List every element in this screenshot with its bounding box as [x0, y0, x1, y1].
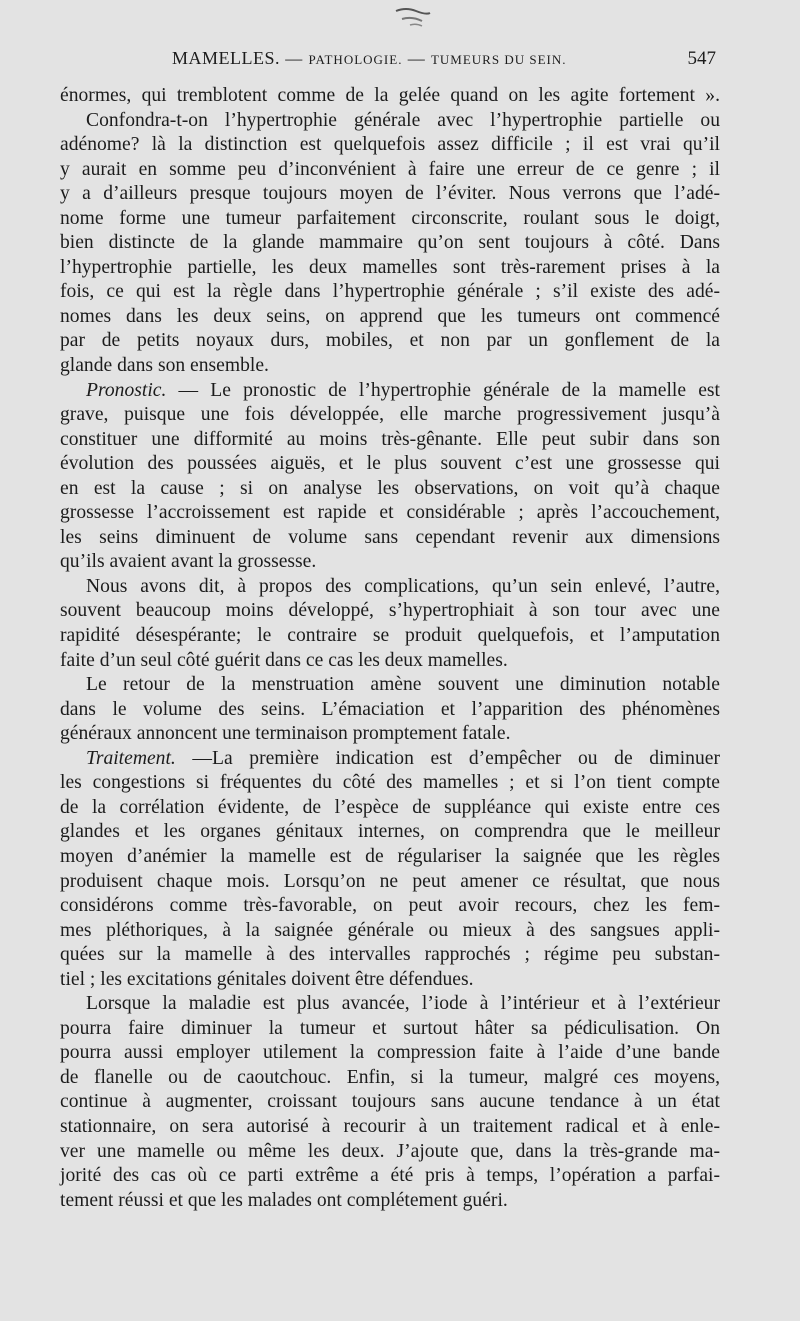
text-line: par de petits noyaux durs, mobiles, et non par un gonflement de la — [60, 330, 720, 352]
text-line: les seins diminuent de volume sans cependant revenir aux dimensions — [60, 526, 720, 548]
text-line: qu’ils avaient avant la grossesse. — [60, 551, 317, 573]
header-separator: — — [407, 49, 426, 68]
text-line: considérons comme très-favorable, on peut avoir recours, chez les fem- — [60, 895, 720, 917]
text-line: Confondra-t-on l’hypertrophie générale avec l’hypertrophie partielle ou — [86, 109, 720, 131]
text-line: pourra faire diminuer la tumeur et surtout hâter sa pédiculisation. On — [60, 1017, 720, 1039]
text-line: produisent chaque mois. Lorsqu’on ne peut amener ce résultat, que nous — [60, 870, 720, 892]
text-line: pourra aussi employer utilement la compression faite à l’aide d’une bande — [60, 1042, 720, 1064]
text-line: fois, ce qui est la règle dans l’hypertrophie générale ; s’il existe des adé- — [60, 281, 720, 303]
text-line: évolution des poussées aiguës, et le plus souvent c’est une grossesse qui — [60, 453, 720, 475]
text-line: souvent beaucoup moins développé, s’hypertrophiait à son tour avec une — [60, 600, 720, 622]
text-line: glandes et les organes génitaux internes, on comprendra que le meilleur — [60, 821, 720, 843]
text-line: y aurait en somme peu d’inconvénient à faire une erreur de ce genre ; il — [60, 158, 720, 180]
text-line-rest: — Le pronostic de l’hypertrophie générale de la mamelle est — [178, 379, 720, 401]
main-text — [60, 84, 720, 1213]
traitement-heading: Traitement. — [86, 747, 176, 769]
text-line: constituer une difformité au moins très-gênante. Elle peut subir dans son — [60, 428, 720, 450]
text-line: Le retour de la menstruation amène souvent une diminution notable — [86, 674, 720, 696]
text-line: adénome? là la distinction est quelquefois assez difficile ; il est vrai qu’il — [60, 134, 720, 156]
text-line — [60, 379, 720, 404]
text-line — [60, 747, 720, 772]
text-line: Lorsque la maladie est plus avancée, l’iode à l’intérieur et à l’extérieur — [86, 993, 720, 1015]
text-line: en est la cause ; si on analyse les observations, on voit qu’à chaque — [60, 477, 720, 499]
text-line: de la corrélation évidente, de l’espèce de suppléance qui existe entre ces — [60, 796, 720, 818]
text-line: glande dans son ensemble. — [60, 355, 269, 377]
text-line: mes pléthoriques, à la saignée générale ou mieux à des sangsues appli- — [60, 919, 720, 941]
ink-smudge-icon — [392, 5, 432, 29]
page-number: 547 — [687, 48, 716, 69]
text-line: nome forme une tumeur parfaitement circonscrite, roulant sous le doigt, — [60, 207, 720, 229]
section-title: MAMELLES. — [172, 48, 280, 68]
text-line: tiel ; les excitations génitales doivent être défendues. — [60, 968, 474, 990]
text-line: de flanelle ou de caoutchouc. Enfin, si la tumeur, malgré ces moyens, — [60, 1066, 720, 1088]
text-line: nomes dans les deux seins, on apprend que les tumeurs ont commencé — [60, 305, 720, 327]
text-line: jorité des cas où ce parti extrême a été pris à temps, l’opération a parfai- — [60, 1165, 720, 1187]
text-line: continue à augmenter, croissant toujours sans aucune tendance à un état — [60, 1091, 720, 1113]
running-title — [172, 48, 567, 69]
pronostic-heading: Pronostic. — [86, 379, 167, 401]
text-line: faite d’un seul côté guérit dans ce cas les deux mamelles. — [60, 649, 508, 671]
text-line: les congestions si fréquentes du côté des mamelles ; et si l’on tient compte — [60, 772, 720, 794]
text-line: ver une mamelle ou même les deux. J’ajoute que, dans la très-grande ma- — [60, 1140, 720, 1162]
topic-title: TUMEURS DU SEIN. — [430, 52, 567, 67]
text-line: rapidité désespérante; le contraire se produit quelquefois, et l’amputation — [60, 625, 720, 647]
text-line: énormes, qui tremblotent comme de la gelée quand on les agite fortement ». — [60, 85, 720, 106]
subsection-title: PATHOLOGIE. — [308, 52, 403, 67]
text-line: moyen d’anémier la mamelle est de régulariser la saignée que les règles — [60, 845, 720, 867]
text-line: quées sur la mamelle à des intervalles rapprochés ; régime peu substan- — [60, 944, 720, 966]
text-line: bien distincte de la glande mammaire qu’on sent toujours à côté. Dans — [60, 232, 720, 254]
text-line: tement réussi et que les malades ont complétement guéri. — [60, 1189, 508, 1211]
running-header — [60, 46, 716, 74]
header-separator: — — [285, 49, 304, 68]
text-line: généraux annoncent une terminaison promptement fatale. — [60, 723, 511, 745]
text-line: y a d’ailleurs presque toujours moyen de l’éviter. Nous verrons que l’adé- — [60, 183, 720, 205]
text-line: Nous avons dit, à propos des complications, qu’un sein enlevé, l’autre, — [86, 575, 720, 597]
text-line: l’hypertrophie partielle, les deux mamelles sont très-rarement prises à la — [60, 256, 720, 278]
text-line: grossesse l’accroissement est rapide et considérable ; après l’accouchement, — [60, 502, 720, 524]
text-line: grave, puisque une fois développée, elle marche progressivement jusqu’à — [60, 404, 720, 426]
text-line: dans le volume des seins. L’émaciation et l’apparition des phénomènes — [60, 698, 720, 720]
text-line: stationnaire, on sera autorisé à recourir à un traitement radical et à enle- — [60, 1115, 720, 1137]
text-line-rest: —La première indication est d’empêcher ou de diminuer — [192, 747, 720, 769]
